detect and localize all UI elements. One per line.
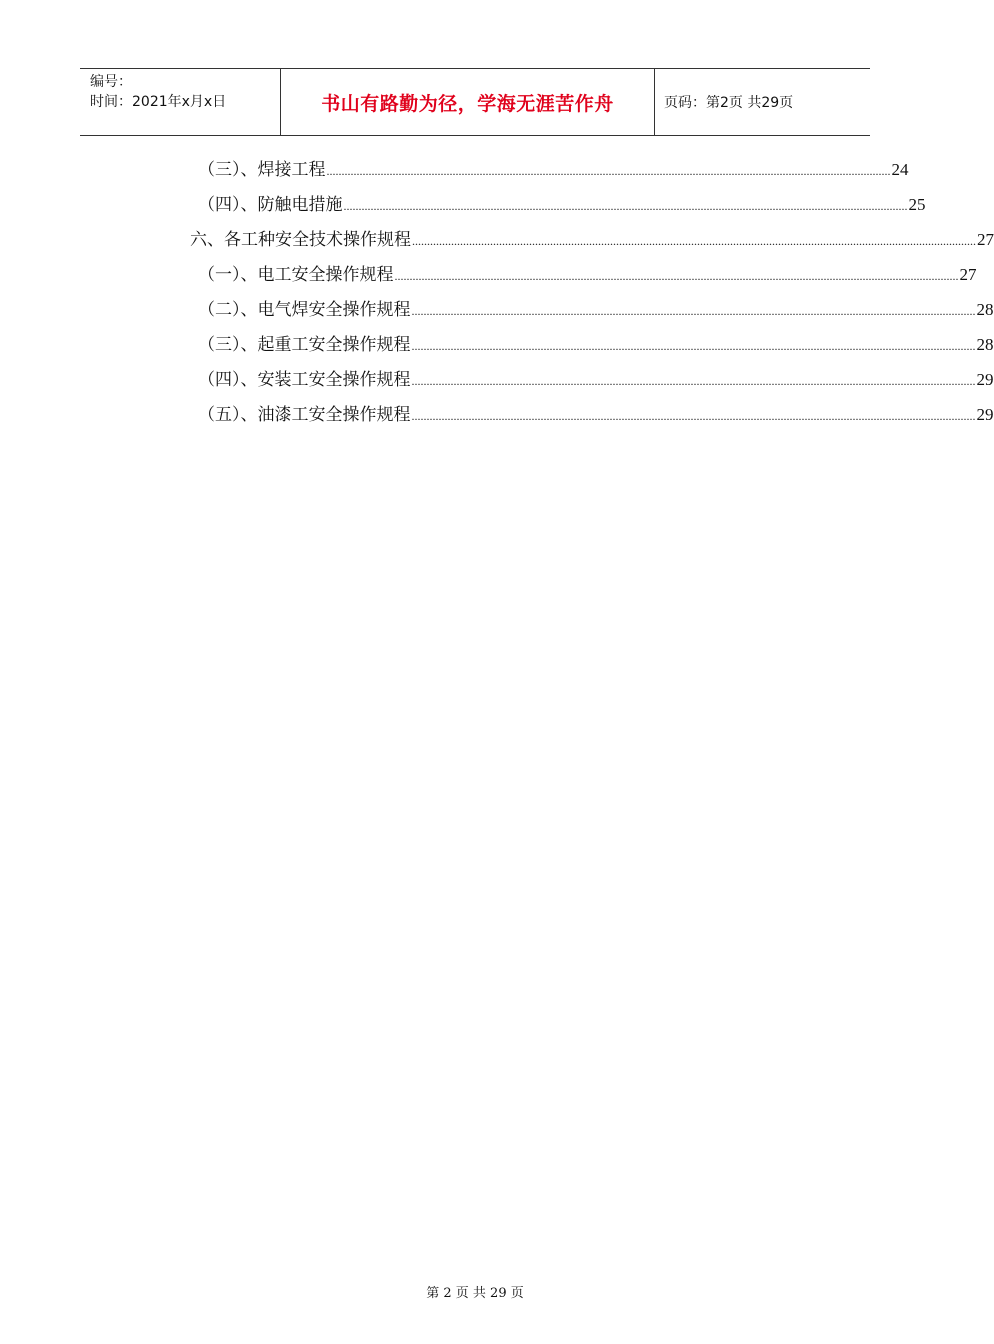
toc-entry-title: （五）、油漆工安全操作规程 xyxy=(198,405,411,425)
toc-entry[interactable] xyxy=(190,402,994,437)
page-footer: 第 2 页 共 29 页 xyxy=(426,1286,524,1301)
document-date: 时间：2021年x月x日 xyxy=(90,94,227,110)
toc-entry[interactable] xyxy=(190,192,926,227)
toc-dot-leader: ............................................................................................................................................................................................ xyxy=(411,339,976,353)
toc-dot-leader: ............................................................................................................................................................................................ xyxy=(412,234,976,248)
header-meta xyxy=(80,69,281,135)
table-of-contents xyxy=(190,157,994,437)
toc-entry-title: （四）、防触电措施 xyxy=(198,195,343,215)
toc-dot-leader: ............................................................................................................................................................................................ xyxy=(343,199,908,213)
toc-entry[interactable] xyxy=(190,367,994,402)
toc-entry-page: 27 xyxy=(977,230,994,249)
document-number-label: 编号： xyxy=(90,74,132,90)
toc-entry-page: 27 xyxy=(959,265,977,284)
toc-entry-page: 28 xyxy=(976,335,994,354)
toc-dot-leader: ............................................................................................................................................................................................ xyxy=(411,374,976,388)
toc-entry[interactable] xyxy=(190,332,994,367)
toc-entry-title: （三）、焊接工程 xyxy=(198,160,326,180)
toc-entry-page: 29 xyxy=(976,370,994,389)
page-header xyxy=(80,68,870,136)
toc-dot-leader: ............................................................................................................................................................................................ xyxy=(411,304,976,318)
toc-entry[interactable] xyxy=(190,297,994,332)
toc-entry[interactable] xyxy=(190,262,977,297)
toc-entry-title: 六、各工种安全技术操作规程 xyxy=(190,230,411,250)
toc-entry[interactable] xyxy=(190,157,909,192)
toc-dot-leader: ............................................................................................................................................................................................ xyxy=(326,164,891,178)
header-motto: 书山有路勤为径，学海无涯苦作舟 xyxy=(281,69,655,135)
toc-entry-page: 29 xyxy=(976,405,994,424)
toc-entry-title: （四）、安装工安全操作规程 xyxy=(198,370,411,390)
toc-entry-page: 28 xyxy=(976,300,994,319)
toc-entry-title: （一）、电工安全操作规程 xyxy=(198,265,394,285)
header-page-info: 页码：第2页 共29页 xyxy=(664,95,794,111)
toc-entry-title: （二）、电气焊安全操作规程 xyxy=(198,300,411,320)
toc-dot-leader: ............................................................................................................................................................................................ xyxy=(411,409,976,423)
toc-dot-leader: ............................................................................................................................................................................................ xyxy=(394,269,959,283)
toc-entry-title: （三）、起重工安全操作规程 xyxy=(198,335,411,355)
toc-entry-page: 25 xyxy=(908,195,926,214)
toc-entry[interactable] xyxy=(190,227,994,262)
toc-entry-page: 24 xyxy=(891,160,909,179)
